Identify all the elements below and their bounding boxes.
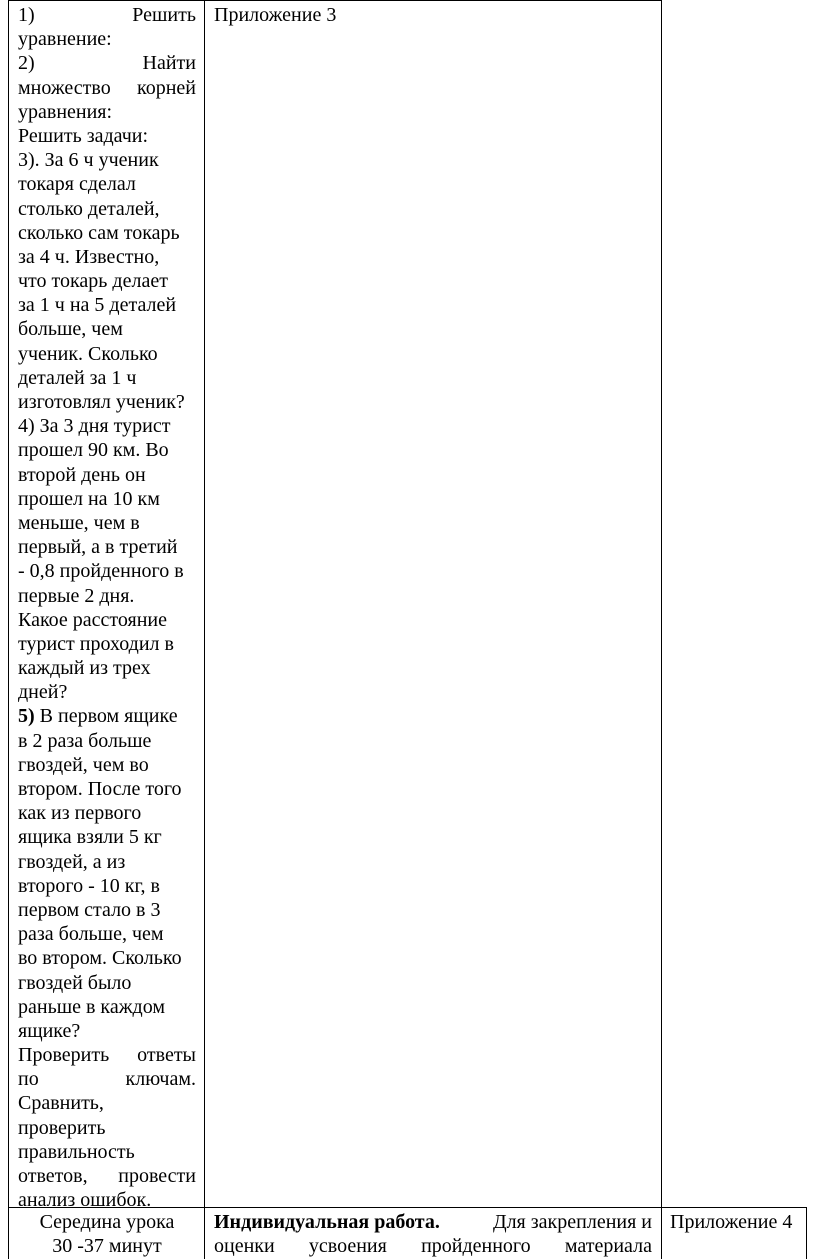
task-list-cell bbox=[18, 3, 196, 1212]
task-word: Решить bbox=[132, 4, 196, 26]
task-line: уравнения: bbox=[18, 100, 113, 123]
task-word: по bbox=[18, 1068, 39, 1091]
activity-line-2 bbox=[214, 1234, 652, 1258]
task-line: раньше в каждом bbox=[18, 995, 165, 1018]
activity-word: усвоения bbox=[308, 1235, 387, 1258]
task-text: В первом ящике bbox=[34, 705, 178, 728]
task-line bbox=[18, 1067, 196, 1091]
task-line: проверить bbox=[18, 1116, 106, 1139]
task-word: 1) bbox=[18, 4, 35, 26]
task-line: втором. После того bbox=[18, 778, 182, 800]
task-line: что токарь делает bbox=[18, 270, 168, 293]
task-line: - 0,8 пройденного в bbox=[18, 560, 184, 583]
lesson-stage-cell bbox=[18, 1210, 196, 1258]
task-word: корней bbox=[137, 76, 196, 99]
task-line: первом стало в 3 bbox=[18, 898, 161, 921]
task-word: Проверить bbox=[18, 1044, 110, 1067]
activity-word: материала bbox=[564, 1235, 652, 1258]
appendix-4-label: Приложение 4 bbox=[670, 1211, 793, 1233]
task-number: 5) bbox=[18, 705, 35, 728]
task-line: первые 2 дня. bbox=[18, 584, 135, 607]
task-line: гвоздей, чем во bbox=[18, 753, 149, 776]
task-line: второй день он bbox=[18, 463, 146, 486]
task-word: Найти bbox=[142, 52, 196, 75]
activity-line-1-text: Для закрепления и bbox=[492, 1211, 652, 1233]
task-word: 2) bbox=[18, 52, 35, 75]
task-line: столько деталей, bbox=[18, 197, 160, 220]
task-word: ответы bbox=[137, 1044, 196, 1067]
task-word: провести bbox=[118, 1165, 196, 1187]
task-line: первый, а в третий bbox=[18, 536, 178, 559]
task-line bbox=[18, 1043, 196, 1067]
task-line: 4) За 3 дня турист bbox=[18, 415, 171, 438]
task-line: раза больше, чем bbox=[18, 923, 164, 946]
task-line: ящике? bbox=[18, 1019, 81, 1042]
task-line: в 2 раза больше bbox=[18, 729, 152, 752]
table-border-left bbox=[8, 0, 9, 1259]
task-line: больше, чем bbox=[18, 318, 123, 341]
task-line: правильность bbox=[18, 1140, 135, 1163]
lesson-stage-title: Середина урока bbox=[39, 1211, 175, 1233]
task-line: гвоздей, а из bbox=[18, 850, 126, 873]
task-line bbox=[18, 1164, 196, 1188]
task-line: за 4 ч. Известно, bbox=[18, 245, 160, 268]
task-line: токаря сделал bbox=[18, 173, 136, 196]
task-word: ключам. bbox=[125, 1068, 196, 1091]
activity-heading: Индивидуальная работа. bbox=[214, 1211, 440, 1233]
task-line: 3). За 6 ч ученик bbox=[18, 149, 159, 172]
table-divider-1 bbox=[204, 0, 205, 1259]
task-line: как из первого bbox=[18, 802, 142, 825]
task-line: Сравнить, bbox=[18, 1092, 104, 1115]
task-word: ответов, bbox=[18, 1165, 88, 1187]
appendix-3-label: Приложение 3 bbox=[214, 4, 337, 26]
task-line: гвоздей было bbox=[18, 971, 132, 994]
lesson-stage-time: 30 -37 минут bbox=[52, 1235, 162, 1258]
task-line: во втором. Сколько bbox=[18, 947, 182, 970]
task-line: Какое расстояние bbox=[18, 608, 167, 631]
task-line: за 1 ч на 5 деталей bbox=[18, 294, 177, 317]
activity-line-1 bbox=[214, 1210, 652, 1234]
table-divider-2 bbox=[661, 0, 662, 1259]
task-line bbox=[18, 76, 196, 100]
task-line: сколько сам токарь bbox=[18, 221, 180, 244]
task-line: анализ ошибок. bbox=[18, 1189, 152, 1212]
table-divider-3 bbox=[806, 1207, 807, 1259]
task-line: деталей за 1 ч bbox=[18, 366, 137, 389]
task-line bbox=[18, 3, 196, 27]
activity-word: оценки bbox=[214, 1235, 275, 1258]
table-border-top bbox=[8, 0, 662, 1]
task-line: Решить задачи: bbox=[18, 124, 149, 147]
task-line: меньше, чем в bbox=[18, 511, 140, 534]
task-line bbox=[18, 51, 196, 75]
activity-description-cell bbox=[214, 1210, 652, 1258]
task-line bbox=[18, 704, 196, 728]
task-line: изготовлял ученик? bbox=[18, 391, 185, 413]
task-line: каждый из трех bbox=[18, 657, 151, 680]
task-line: уравнение: bbox=[18, 28, 112, 51]
task-word: множество bbox=[18, 76, 111, 99]
task-line: дней? bbox=[18, 681, 68, 704]
task-line: ученик. Сколько bbox=[18, 342, 158, 365]
task-line: второго - 10 кг, в bbox=[18, 874, 160, 897]
task-line: ящика взяли 5 кг bbox=[18, 826, 162, 849]
task-line: турист проходил в bbox=[18, 632, 174, 655]
activity-word: пройденного bbox=[421, 1235, 531, 1258]
task-line: прошел 90 км. Во bbox=[18, 439, 169, 462]
task-line: прошел на 10 км bbox=[18, 487, 160, 510]
